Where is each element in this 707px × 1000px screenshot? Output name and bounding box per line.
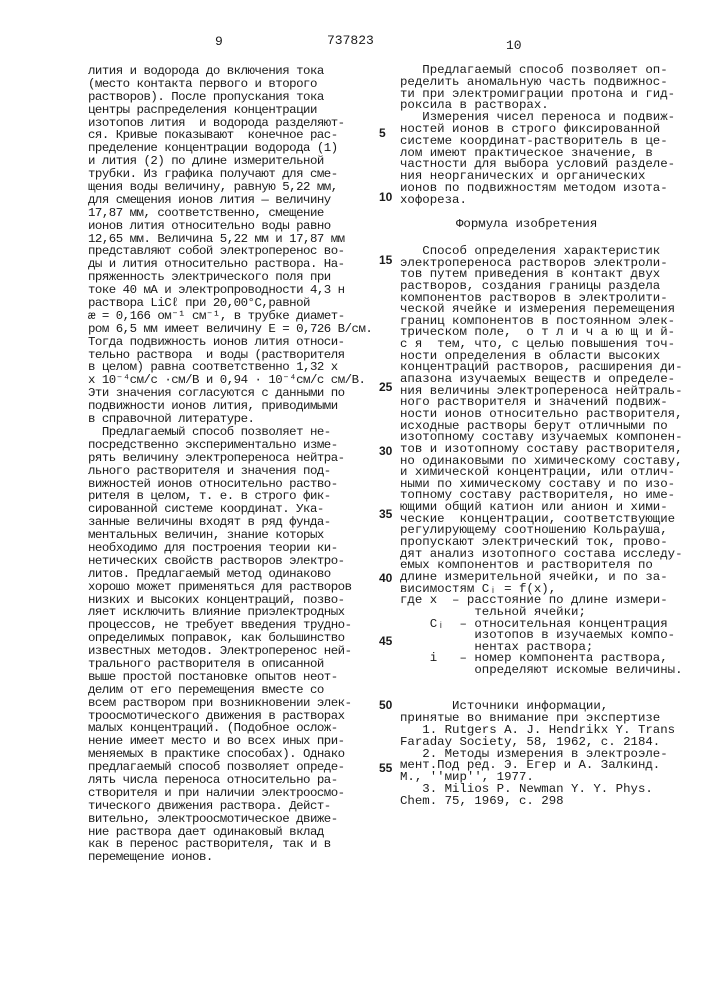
text-line: сированной системе координат. Ука- [88, 503, 374, 516]
text-line: ионов лития относительно воды равно [88, 220, 374, 233]
text-line: известных методов. Электроперенос ней- [88, 645, 374, 658]
text-line: апазона изучаемых веществ и определе- [400, 374, 683, 386]
text-line: х 10⁻⁴см/с ·см/В и 0,94 · 10⁻⁴см/с см/В. [88, 374, 374, 387]
text-line: емых компонентов и растворителя по [400, 560, 683, 572]
text-line: малых концентраций. (Подобное ослож- [88, 722, 374, 735]
text-line: регулирующему соотношению Кольрауша, [400, 525, 683, 537]
text-line: низких и высоких концентраций, позво- [88, 594, 374, 607]
text-line: Предлагаемый способ позволяет не- [88, 426, 374, 439]
text-line: посредственно экспериментально изме- [88, 439, 374, 452]
line-number: 55 [379, 761, 392, 775]
text-line: рять величину электропереноса нейтра- [88, 452, 374, 465]
text-line: для смещения ионов лития — величину [88, 194, 374, 207]
text-line: трическом поле, о т л и ч а ю щ и й- [400, 327, 683, 339]
text-line: Способ определения характеристик [400, 246, 683, 258]
text-line: концентраций растворов, расширения ди- [400, 362, 683, 374]
text-line: определимых поправок, как большинство [88, 632, 374, 645]
line-number: 40 [379, 571, 392, 585]
text-line: ляет исключить влияние приэлектродных [88, 606, 374, 619]
line-number: 15 [379, 253, 392, 267]
text-line: делим от его перемещения вместе со [88, 684, 374, 697]
text-line: границ компонентов в постоянном элек- [400, 316, 683, 328]
text-line: мент.Под ред. Э. Егер и А. Залкинд. [400, 760, 675, 772]
text-line: Источники информации, [400, 701, 675, 713]
text-line: ющими общий катион или анион и хими- [400, 502, 683, 514]
text-line: нетических свойств растворов электро- [88, 555, 374, 568]
left-column-text [88, 65, 374, 864]
text-line: хорошо может применяться для растворов [88, 581, 374, 594]
text-line: представляют собой электроперенос во- [88, 245, 374, 258]
text-line: дят анализ изотопного состава исследу- [400, 549, 683, 561]
text-line: ние раствора дает одинаковый вклад [88, 826, 374, 839]
line-number: 5 [379, 126, 386, 140]
text-line: выше простой постановке опытов неот- [88, 671, 374, 684]
text-line: рителя в целом, т. е. в строго фик- [88, 490, 374, 503]
formula-title: Формула изобретения [456, 217, 597, 231]
text-line: системе координат-растворитель в це- [400, 136, 675, 148]
text-line: (место контакта первого и второго [88, 78, 374, 91]
text-line: где x – расстояние по длине измери- [400, 595, 683, 607]
text-line: створителя и при наличии электроосмо- [88, 787, 374, 800]
text-line: вительно, электроосмотическое движе- [88, 813, 374, 826]
text-line: ностей ионов в строго фиксированной [400, 124, 675, 136]
text-line: и химической концентрации, или отлич- [400, 467, 683, 479]
line-number: 25 [379, 380, 392, 394]
text-line: пряженность электрического поля при [88, 271, 374, 284]
text-line: ческие концентрации, соответствующие [400, 514, 683, 526]
text-line: изотопов лития и водорода разделяют- [88, 117, 374, 130]
text-line: 1. Rutgers A. J. Hendrikx Y. Trans [400, 725, 675, 737]
text-line: всем раствором при возникновении элек- [88, 697, 374, 710]
text-line: щения воды величину, равную 5,22 мм, [88, 181, 374, 194]
text-line: 17,87 мм, соответственно, смещение [88, 207, 374, 220]
text-line: хофореза. [400, 195, 675, 207]
text-line: занные величины входят в ряд фунда- [88, 516, 374, 529]
text-line: роксила в растворах. [400, 100, 675, 112]
text-line: ния неорганических и органических [400, 171, 675, 183]
text-line: тов путем приведения в контакт двух [400, 269, 683, 281]
text-line: литов. Предлагаемый метод одинаково [88, 568, 374, 581]
text-line: 2. Методы измерения в электроэле- [400, 749, 675, 761]
text-line: электропереноса растворов электроли- [400, 258, 683, 270]
text-line: ного растворителя и значений подвиж- [400, 397, 683, 409]
text-line: Chem. 75, 1969, c. 298 [400, 796, 675, 808]
text-line: исходные растворы берут отличными по [400, 421, 683, 433]
text-line: ными по химическому составу и по изо- [400, 479, 683, 491]
text-line: лять числа переноса относительно ра- [88, 774, 374, 787]
text-line: ческой ячейке и измерения перемещения [400, 304, 683, 316]
text-line: тельно раствора и воды (растворителя [88, 349, 374, 362]
text-line: подвижности ионов лития, приводимыми [88, 400, 374, 413]
text-line: принятые во внимание при экспертизе [400, 713, 675, 725]
text-line: изотопному составу изучаемых компонен- [400, 432, 683, 444]
line-number: 50 [379, 698, 392, 712]
text-line: вижностей ионов относительно раство- [88, 478, 374, 491]
text-line: ности определения в области высоких [400, 351, 683, 363]
text-line: 3. Milios P. Newman Y. Y. Phys. [400, 784, 675, 796]
text-line: изотопов в изучаемых компо- [400, 630, 683, 642]
text-line: процессов, не требует введения трудно- [88, 619, 374, 632]
text-line: ром 6,5 мм имеет величину Е = 0,726 В/см. [88, 323, 374, 336]
text-line: тельной ячейки; [400, 607, 683, 619]
text-line: с я тем, что, с целью повышения точ- [400, 339, 683, 351]
text-line: Faraday Society, 58, 1962, c. 2184. [400, 737, 675, 749]
text-line: нентах раствора; [400, 642, 683, 654]
text-line: растворов, создания границы раздела [400, 281, 683, 293]
text-line: Cᵢ – относительная концентрация [400, 619, 683, 631]
text-line: ды и лития относительно раствора. На- [88, 258, 374, 271]
text-line: Эти значения согласуются с данными по [88, 387, 374, 400]
text-line: частности для выбора условий разделе- [400, 159, 675, 171]
text-line: токе 40 мА и электропроводности 4,3 н [88, 284, 374, 297]
page-number-left: 9 [215, 34, 223, 49]
text-line: необходимо для построения теории ки- [88, 542, 374, 555]
text-line: пропускают электрический ток, прово- [400, 537, 683, 549]
text-line: топному составу растворителя, но име- [400, 490, 683, 502]
text-line: М., ''мир'', 1977. [400, 772, 675, 784]
text-line: лом имеют практическое значение, в [400, 148, 675, 160]
text-line: и лития (2) по длине измерительной [88, 155, 374, 168]
text-line: трального растворителя в описанной [88, 658, 374, 671]
text-line: компонентов растворов в электролити- [400, 293, 683, 305]
text-line: троосмотического движения в растворах [88, 710, 374, 723]
text-line: центры распределения концентрации [88, 104, 374, 117]
text-line: ментальных величин, знание которых [88, 529, 374, 542]
text-line: тов и изотопному составу растворителя, [400, 444, 683, 456]
line-number: 45 [379, 634, 392, 648]
text-line: как в перенос растворителя, так и в [88, 838, 374, 851]
line-number: 35 [379, 507, 392, 521]
text-line: i – номер компонента раствора, [400, 653, 683, 665]
text-line: Тогда подвижность ионов лития относи- [88, 336, 374, 349]
sources-text [400, 701, 675, 808]
text-line: льного растворителя и значения под- [88, 465, 374, 478]
text-line: длине измерительной ячейки, и по за- [400, 572, 683, 584]
text-line: предлагаемый способ позволяет опреде- [88, 761, 374, 774]
text-line: перемещение ионов. [88, 851, 374, 864]
text-line: лития и водорода до включения тока [88, 65, 374, 78]
formula-text [400, 246, 683, 677]
page-number-right: 10 [506, 38, 522, 53]
text-line: ния величины электропереноса нейтраль- [400, 386, 683, 398]
text-line: ределить аномальную часть подвижнос- [400, 77, 675, 89]
text-line: 12,65 мм. Величина 5,22 мм и 17,87 мм [88, 233, 374, 246]
right-intro-text [400, 65, 675, 207]
line-number: 10 [379, 190, 392, 204]
text-line: висимостям Cᵢ = f(x), [400, 584, 683, 596]
text-line: растворов). После пропускания тока [88, 91, 374, 104]
text-line: определяют искомые величины. [400, 665, 683, 677]
text-line: нение имеет место и во всех иных при- [88, 735, 374, 748]
text-line: ся. Кривые показывают конечное рас- [88, 129, 374, 142]
text-line: в целом) равна соответственно 1,32 х [88, 361, 374, 374]
text-line: æ = 0,166 ом⁻¹ см⁻¹, в трубке диамет- [88, 310, 374, 323]
text-line: ти при электромиграции протона и гид- [400, 89, 675, 101]
text-line: пределение концентрации водорода (1) [88, 142, 374, 155]
text-line: ионов по подвижностям методом изота- [400, 183, 675, 195]
patent-number: 737823 [327, 33, 374, 48]
text-line: в справочной литературе. [88, 413, 374, 426]
text-line: меняемых в практике способах). Однако [88, 748, 374, 761]
text-line: раствора LiCℓ при 20,00°С,равной [88, 297, 374, 310]
text-line: тического движения раствора. Дейст- [88, 800, 374, 813]
text-line: ности ионов относительно растворителя, [400, 409, 683, 421]
text-line: трубки. Из графика получают для сме- [88, 168, 374, 181]
line-number: 30 [379, 444, 392, 458]
text-line: Измерения чисел переноса и подвиж- [400, 112, 675, 124]
text-line: но одинаковыми по химическому составу, [400, 456, 683, 468]
text-line: Предлагаемый способ позволяет оп- [400, 65, 675, 77]
